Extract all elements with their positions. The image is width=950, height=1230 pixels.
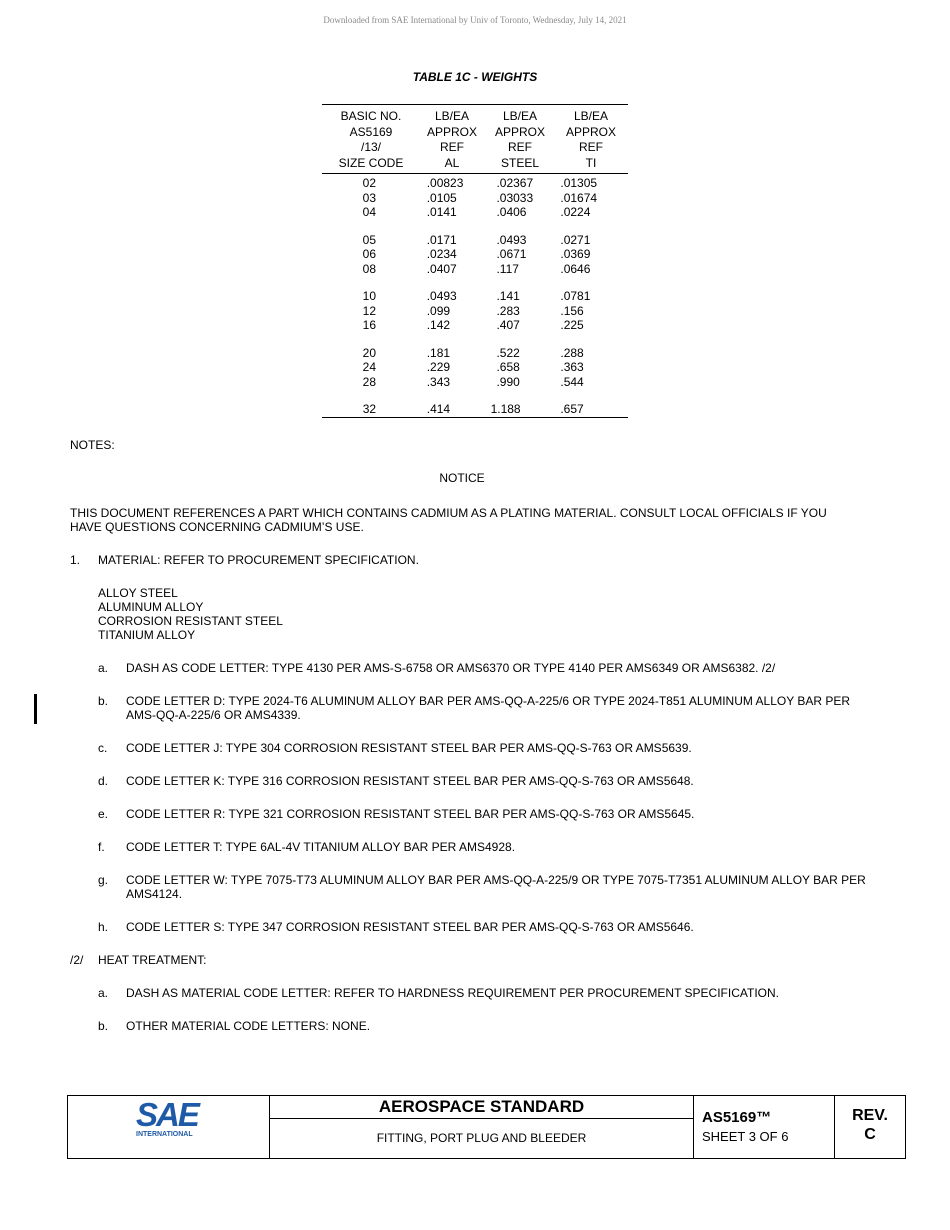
material-item-text: CODE LETTER S: TYPE 347 CORROSION RESISTANT STEEL BAR PER AMS-QQ-S-763 OR AMS5646.	[126, 920, 694, 934]
material-item-letter: a.	[98, 661, 109, 675]
table-row: 08 .0407 .117 .0646	[362, 261, 591, 276]
alloy-item: TITANIUM ALLOY	[98, 628, 196, 642]
title-block	[67, 1095, 906, 1159]
logo-cell	[68, 1096, 270, 1158]
weights-table	[322, 104, 628, 418]
table-row: 20 .181 .522 .288	[362, 345, 584, 360]
material-item-text: CODE LETTER W: TYPE 7075-T73 ALUMINUM ALLOY BAR PER AMS-QQ-A-225/9 OR TYPE 7075-T7351 ALUMINUM ALLOY BAR PER AMS4124.	[126, 873, 866, 901]
document-number-cell	[694, 1096, 835, 1158]
column-header-basic-no: BASIC NO. AS5169 /13/ SIZE CODE	[338, 109, 404, 170]
notice-title: NOTICE	[439, 471, 485, 485]
sae-logo	[136, 1096, 198, 1139]
material-item-text: CODE LETTER R: TYPE 321 CORROSION RESISTANT STEEL BAR PER AMS-QQ-S-763 OR AMS5645.	[126, 807, 695, 821]
table-row: 05 .0171 .0493 .0271	[362, 232, 591, 247]
cadmium-notice: THIS DOCUMENT REFERENCES A PART WHICH CONTAINS CADMIUM AS A PLATING MATERIAL. CONSULT LOCAL OFFICIALS IF YOU HAVE QUESTIONS CONCERNING CADMIUM’S USE.	[70, 506, 827, 534]
alloy-item: ALLOY STEEL	[98, 586, 178, 600]
table-row: 16 .142 .407 .225	[362, 318, 584, 332]
download-notice: Downloaded from SAE International by Univ of Toronto, Wednesday, July 14, 2021	[323, 15, 627, 25]
row-group	[322, 176, 628, 220]
material-item-letter: f.	[98, 840, 105, 854]
note-1-number: 1.	[70, 553, 81, 567]
material-item-text: CODE LETTER T: TYPE 6AL-4V TITANIUM ALLOY BAR PER AMS4928.	[126, 840, 516, 854]
note-2-text: HEAT TREATMENT:	[98, 953, 207, 967]
alloy-list	[98, 586, 283, 642]
note-2-number: /2/	[70, 953, 84, 967]
document-title: FITTING, PORT PLUG AND BLEEDER	[376, 1131, 587, 1145]
table-row: 03 .0105 .03033 .01674	[362, 190, 598, 205]
heat-item-text: OTHER MATERIAL CODE LETTERS: NONE.	[126, 1019, 371, 1033]
note-1-text: MATERIAL: REFER TO PROCUREMENT SPECIFICATION.	[98, 553, 419, 567]
table-row: 24 .229 .658 .363	[362, 360, 584, 374]
row-group	[322, 346, 628, 390]
table-row: 32 .414 1.188 .657	[362, 402, 584, 416]
heat-item-text: DASH AS MATERIAL CODE LETTER: REFER TO HARDNESS REQUIREMENT PER PROCUREMENT SPECIFICATION.	[126, 986, 779, 1000]
row-group	[322, 233, 628, 277]
title-cell	[270, 1096, 694, 1158]
material-item-letter: b.	[98, 694, 109, 708]
alloy-item: ALUMINUM ALLOY	[98, 600, 204, 614]
revision	[835, 1106, 905, 1144]
table-row: 06 .0234 .0671 .0369	[362, 247, 591, 261]
material-item-text: CODE LETTER D: TYPE 2024-T6 ALUMINUM ALLOY BAR PER AMS-QQ-A-225/6 OR TYPE 2024-T851 ALUMINUM ALLOY BAR PER AMS-QQ-A-225/6 OR AMS4339.	[126, 694, 851, 722]
table-body	[322, 174, 628, 417]
sae-logo-subtext: INTERNATIONAL	[136, 1131, 193, 1138]
material-item-text: DASH AS CODE LETTER: TYPE 4130 PER AMS-S-6758 OR AMS6370 OR TYPE 4140 PER AMS6349 OR AMS6382. /2/	[126, 661, 776, 675]
heat-item-letter: a.	[98, 986, 109, 1000]
alloy-item: CORROSION RESISTANT STEEL	[98, 614, 283, 628]
column-header-steel: LB/EA APPROX REF STEEL	[494, 109, 545, 170]
table-row: 04 .0141 .0406 .0224	[362, 205, 591, 219]
revision-cell	[835, 1096, 905, 1158]
revision-value: C	[864, 1126, 876, 1143]
material-item-letter: h.	[98, 920, 109, 934]
sae-logo-text: SAE	[136, 1096, 198, 1133]
row-group	[322, 402, 628, 417]
material-item-text: CODE LETTER K: TYPE 316 CORROSION RESISTANT STEEL BAR PER AMS-QQ-S-763 OR AMS5648.	[126, 774, 694, 788]
table-header-row	[322, 105, 628, 174]
material-item-letter: g.	[98, 873, 109, 887]
material-item-letter: c.	[98, 741, 108, 755]
revision-label: REV.	[852, 1107, 888, 1124]
material-item-text: CODE LETTER J: TYPE 304 CORROSION RESISTANT STEEL BAR PER AMS-QQ-S-763 OR AMS5639.	[126, 741, 692, 755]
table-title: TABLE 1C - WEIGHTS	[412, 70, 538, 84]
material-item-letter: e.	[98, 807, 109, 821]
sheet-number: SHEET 3 OF 6	[702, 1129, 789, 1144]
material-item-letter: d.	[98, 774, 109, 788]
table-row: 28 .343 .990 .544	[362, 374, 584, 389]
notes-label: NOTES:	[70, 438, 115, 452]
heat-item-letter: b.	[98, 1019, 109, 1033]
column-header-ti: LB/EA APPROX REF TI	[565, 109, 616, 170]
column-header-al: LB/EA APPROX REF AL	[426, 109, 477, 170]
table-row: 02 .00823 .02367 .01305	[362, 176, 598, 190]
table-row: 10 .0493 .141 .0781	[362, 289, 591, 303]
standard-title: AEROSPACE STANDARD	[270, 1096, 693, 1119]
row-group	[322, 289, 628, 333]
table-row: 12 .099 .283 .156	[362, 303, 584, 318]
revision-change-bar	[34, 694, 37, 724]
document-number: AS5169™	[702, 1109, 772, 1126]
